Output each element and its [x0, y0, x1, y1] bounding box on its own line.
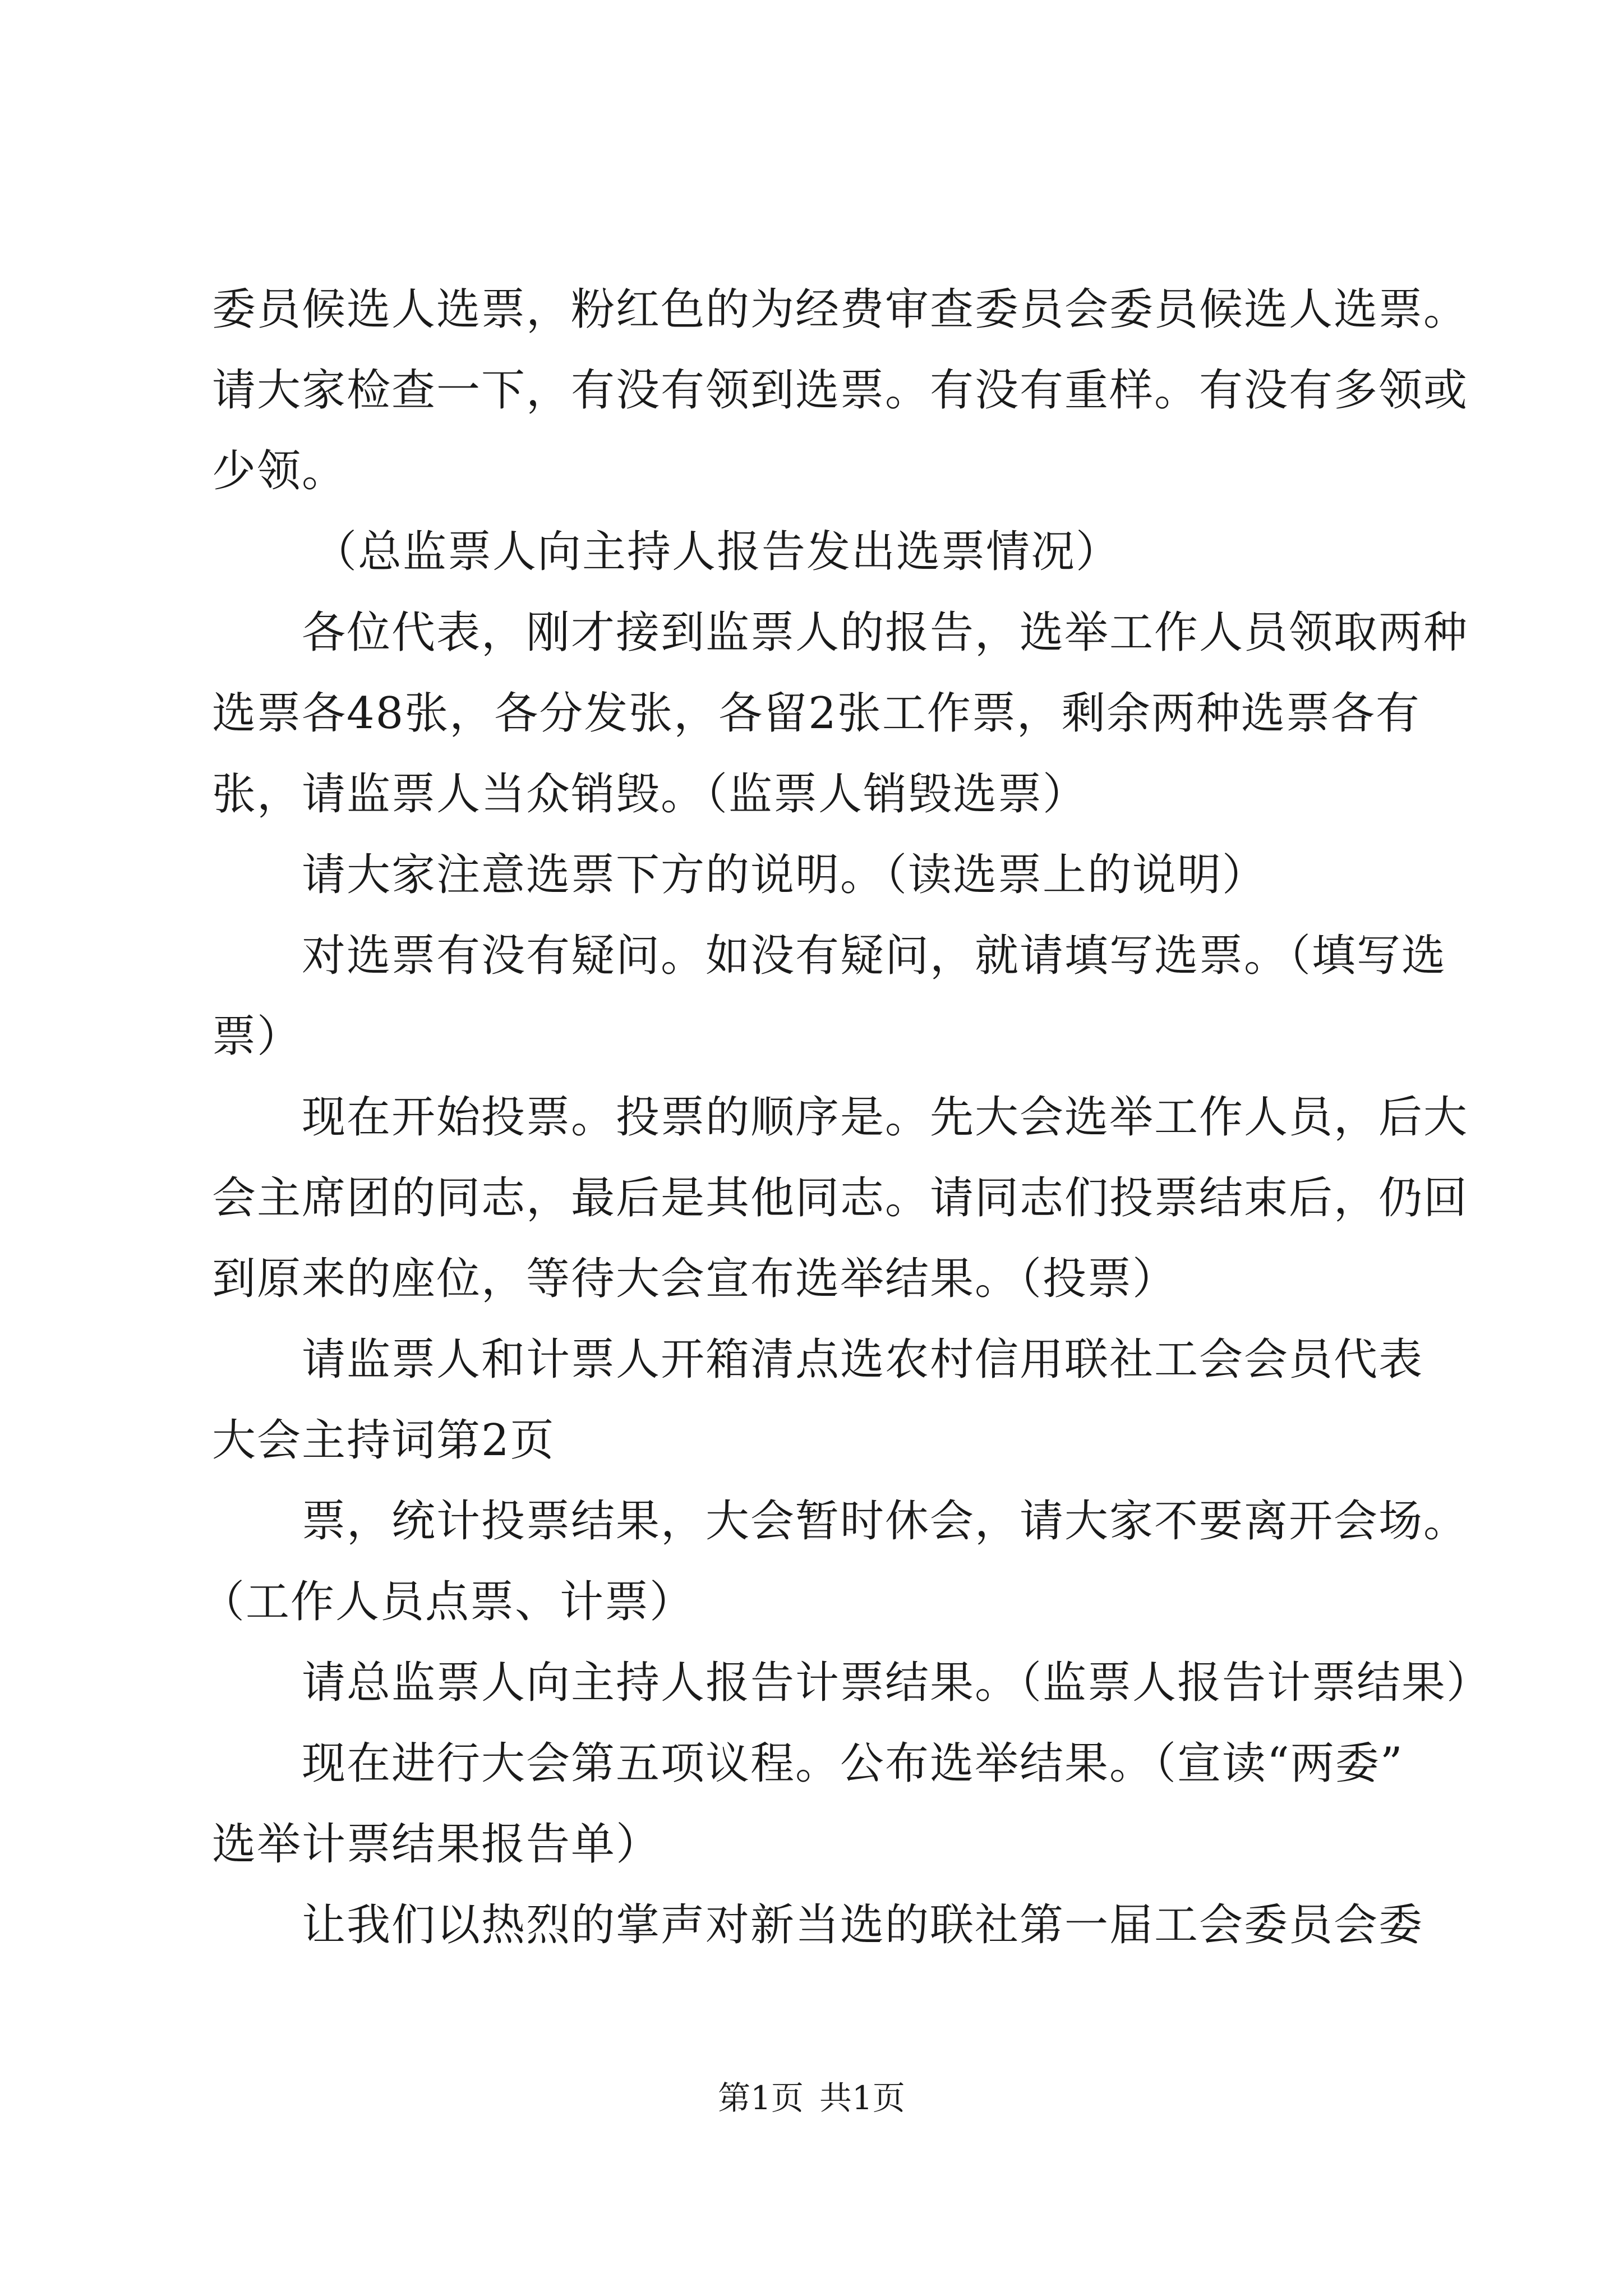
text-line: 到原来的座位，等待大会宣布选举结果。（投票） [212, 1254, 1178, 1304]
page-footer [0, 2076, 1623, 2120]
text-line: 对选票有没有疑问。如没有疑问，就请填写选票。（填写选 [302, 931, 1447, 981]
text-line: 会主席团的同志，最后是其他同志。请同志们投票结束后，仍回 [212, 1173, 1469, 1223]
text-line: 选举计票结果报告单） [212, 1819, 661, 1870]
page-total-label: 共1页 [819, 2079, 905, 2117]
text-line: 请总监票人向主持人报告计票结果。（监票人报告计票结果） [302, 1658, 1492, 1708]
text-line: 票，统计投票结果，大会暂时休会，请大家不要离开会场。 [302, 1496, 1469, 1547]
text-line: 票） [212, 1011, 302, 1062]
text-line: 请大家注意选票下方的说明。（读选票上的说明） [302, 850, 1267, 900]
text-line: （工作人员点票、计票） [201, 1577, 695, 1627]
page-number-label: 第1页 [718, 2079, 804, 2117]
text-line: 请监票人和计票人开箱清点选农村信用联社工会会员代表 [302, 1335, 1424, 1385]
text-line: 请大家检查一下，有没有领到选票。有没有重样。有没有多领或 [212, 365, 1469, 416]
text-line: 少领。 [212, 446, 347, 496]
text-line: 各位代表，刚才接到监票人的报告，选举工作人员领取两种 [302, 608, 1469, 658]
text-line: 选票各48张，各分发张，各留2张工作票，剩余两种选票各有 [212, 688, 1421, 739]
text-line: （总监票人向主持人报告发出选票情况） [313, 527, 1121, 577]
text-line: 张，请监票人当众销毁。（监票人销毁选票） [212, 769, 1088, 820]
text-line: 委员候选人选票，粉红色的为经费审查委员会委员候选人选票。 [212, 284, 1469, 335]
text-line: 现在进行大会第五项议程。公布选举结果。（宣读“两委” [302, 1738, 1404, 1789]
text-line: 让我们以热烈的掌声对新当选的联社第一届工会委员会委 [302, 1900, 1424, 1950]
text-line: 大会主持词第2页 [212, 1415, 555, 1466]
document-body [201, 269, 1492, 1966]
text-line: 现在开始投票。投票的顺序是。先大会选举工作人员，后大 [302, 1092, 1469, 1143]
